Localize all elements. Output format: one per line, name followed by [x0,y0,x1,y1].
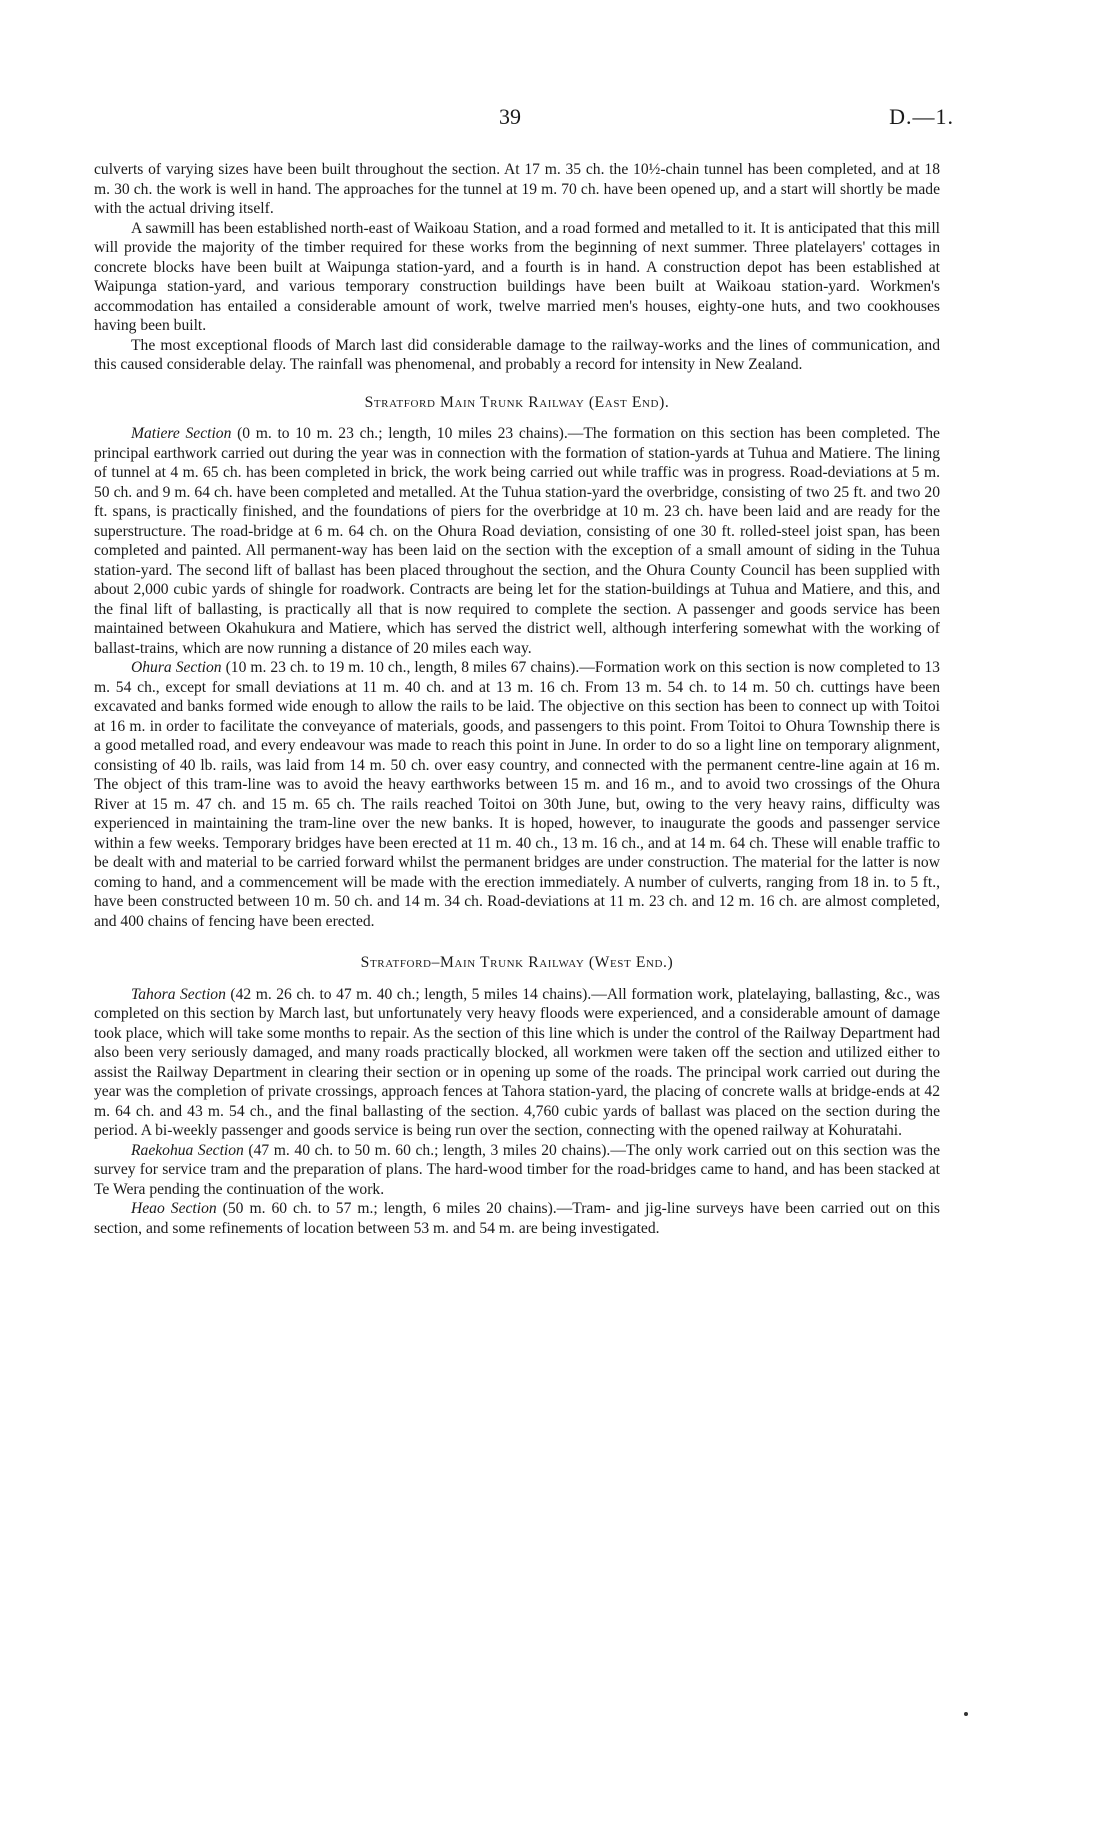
section-heading-west-end: Stratford–Main Trunk Railway (West End.) [360,954,674,971]
tahora-section-text: (42 m. 26 ch. to 47 m. 40 ch.; length, 5 miles 14 chains).—All formation work, platelaying, ballasting, &c., was completed on this section by March last, but unfortunately very heavy floods were experienced, and a considerable amount of damage took place, which will take some months to repair. As the section of this line which is under the control of the Railway Department had also been very seriously damaged, and many roads practically blocked, all workmen were taken off the section and utilized either to assist the Railway Department in clearing their section or in opening up some of the roads. The principal work carried out during the year was the completion of private crossings, approach fences at Tahora station-yard, the placing of concrete walls at bridge-ends at 42 m. 64 ch. and 43 m. 54 ch., and the final ballasting of the section. 4,760 cubic yards of ballast was placed on the section during the period. A bi-weekly passenger and goods service is being run over the section, connecting with the opened railway at Kohuratahi. [94,985,941,1139]
intro-paragraph-1: culverts of varying sizes have been built throughout the section. At 17 m. 35 ch. the 10½-chain tunnel has been completed, and at 18 m. 30 ch. the work is well in hand. The approaches for the tunnel at 19 m. 70 ch. have been opened up, and a start will shortly be made with the actual driving itself. [94,161,940,217]
heao-section-title: Heao Section [131,1200,217,1217]
raekohua-section-paragraph [94,1141,940,1200]
heao-section-paragraph [94,1199,940,1238]
matiere-section-title: Matiere Section [131,425,232,442]
matiere-section-paragraph [94,424,940,658]
tahora-section-paragraph [94,985,940,1141]
page-number: 39 [499,104,521,129]
section-heading-east-end: Stratford Main Trunk Railway (East End). [364,393,670,411]
tahora-section-title: Tahora Section [131,985,226,1003]
page-header [0,104,1114,134]
intro-paragraph-3: The most exceptional floods of March last did considerable damage to the railway-works and the lines of communication, and this caused considerable delay. The rainfall was phenomenal, and probably a record for intensity in New Zealand. [94,336,940,373]
ohura-section-title: Ohura Section [131,659,222,676]
matiere-section-text: (0 m. to 10 m. 23 ch.; length, 10 miles 23 chains).—The formation on this section has been completed. The principal earthwork carried out during the year was in connection with the formation of station-yards at Tuhua and Matiere. The lining of tunnel at 4 m. 65 ch. has been completed in brick, the work being carried out while traffic was in progress. Road-deviations at 5 m. 50 ch. and 9 m. 64 ch. have been completed and metalled. At the Tuhua station-yard the overbridge, consisting of two 25 ft. and two 20 ft. spans, is practically finished, and the foundations of piers for the overbridge at 10 m. 23 ch. have been laid and are ready for the superstructure. The road-bridge at 6 m. 64 ch. on the Ohura Road deviation, consisting of one 30 ft. rolled-steel joist span, has been completed and painted. All permanent-way has been laid on the section with the exception of a small amount of siding in the Tuhua station-yard. The second lift of ballast has been placed throughout the section, and the Ohura County Council has been supplied with about 2,000 cubic yards of shingle for roadwork. Contracts are being let for the station-buildings at Tuhua and Matiere, and this, and the final lift of ballasting, is practically all that is now required to complete the section. A passenger and goods service has been maintained between Okahukura and Matiere, which has served the district well, although interfering somewhat with the working of ballast-trains, which are now running a distance of 20 miles each way. [94,425,940,657]
heao-section-text: (50 m. 60 ch. to 57 m.; length, 6 miles 20 chains).—Tram- and jig-line surveys have been carried out on this section, and some refinements of location between 53 m. and 54 m. are being investigated. [94,1200,940,1237]
intro-paragraph-2: A sawmill has been established north-east of Waikoau Station, and a road formed and metalled to it. It is anticipated that this mill will provide the majority of the timber required for these works from the beginning of next summer. Three platelayers' cottages in concrete blocks have been built at Waipunga station-yard, and a fourth is in hand. A construction depot has been established at Waipunga station-yard, and various temporary construction buildings have been built at Waikoau station-yard. Workmen's accommodation has entailed a considerable amount of work, twelve married men's houses, eighty-one huts, and two cookhouses having been built. [94,219,940,334]
scan-speck [964,1712,968,1716]
raekohua-section-text: (47 m. 40 ch. to 50 m. 60 ch.; length, 3 miles 20 chains).—The only work carried out on this section was the survey for service tram and the preparation of plans. The hard-wood timber for the road-bridges came to hand, and has been stacked at Te Wera pending the continuation of the work. [94,1141,940,1198]
document-body [94,160,940,1238]
raekohua-section-title: Raekohua Section [131,1141,244,1159]
ohura-section-text: (10 m. 23 ch. to 19 m. 10 ch., length, 8 miles 67 chains).—Formation work on this section is now completed to 13 m. 54 ch., except for small deviations at 11 m. 40 ch. and at 13 m. 16 ch. From 13 m. 54 ch. to 14 m. 50 ch. cuttings have been excavated and banks formed wide enough to allow the rails to be laid. The objective on this section has been to connect up with Toitoi at 16 m. in order to facilitate the conveyance of materials, goods, and passengers to this point. From Toitoi to Ohura Township there is a good metalled road, and every endeavour was made to reach this point in June. In order to do so a light line on temporary alignment, consisting of 40 lb. rails, was laid from 14 m. 50 ch. over easy country, and connected with the permanent centre-line again at 16 m. The object of this tram-line was to avoid the heavy earthworks between 15 m. and 16 m., and to avoid two crossings of the Ohura River at 15 m. 47 ch. and 15 m. 65 ch. The rails reached Toitoi on 30th June, but, owing to the very heavy rains, difficulty was experienced in maintaining the tram-line over the new banks. It is hoped, however, to inaugurate the goods and passenger service within a few weeks. Temporary bridges have been erected at 11 m. 40 ch., 13 m. 16 ch., and at 14 m. 64 ch. These will enable traffic to be dealt with and material to be carried forward whilst the permanent bridges are under construction. The material for the latter is now coming to hand, and a commencement will be made with the erection immediately. A number of culverts, ranging from 18 in. to 5 ft., have been constructed between 10 m. 50 ch. and 14 m. 34 ch. Road-deviations at 11 m. 23 ch. and 12 m. 16 ch. are almost completed, and 400 chains of fencing have been erected. [94,659,940,930]
ohura-section-paragraph [94,658,940,931]
document-reference: D.—1. [889,104,954,129]
